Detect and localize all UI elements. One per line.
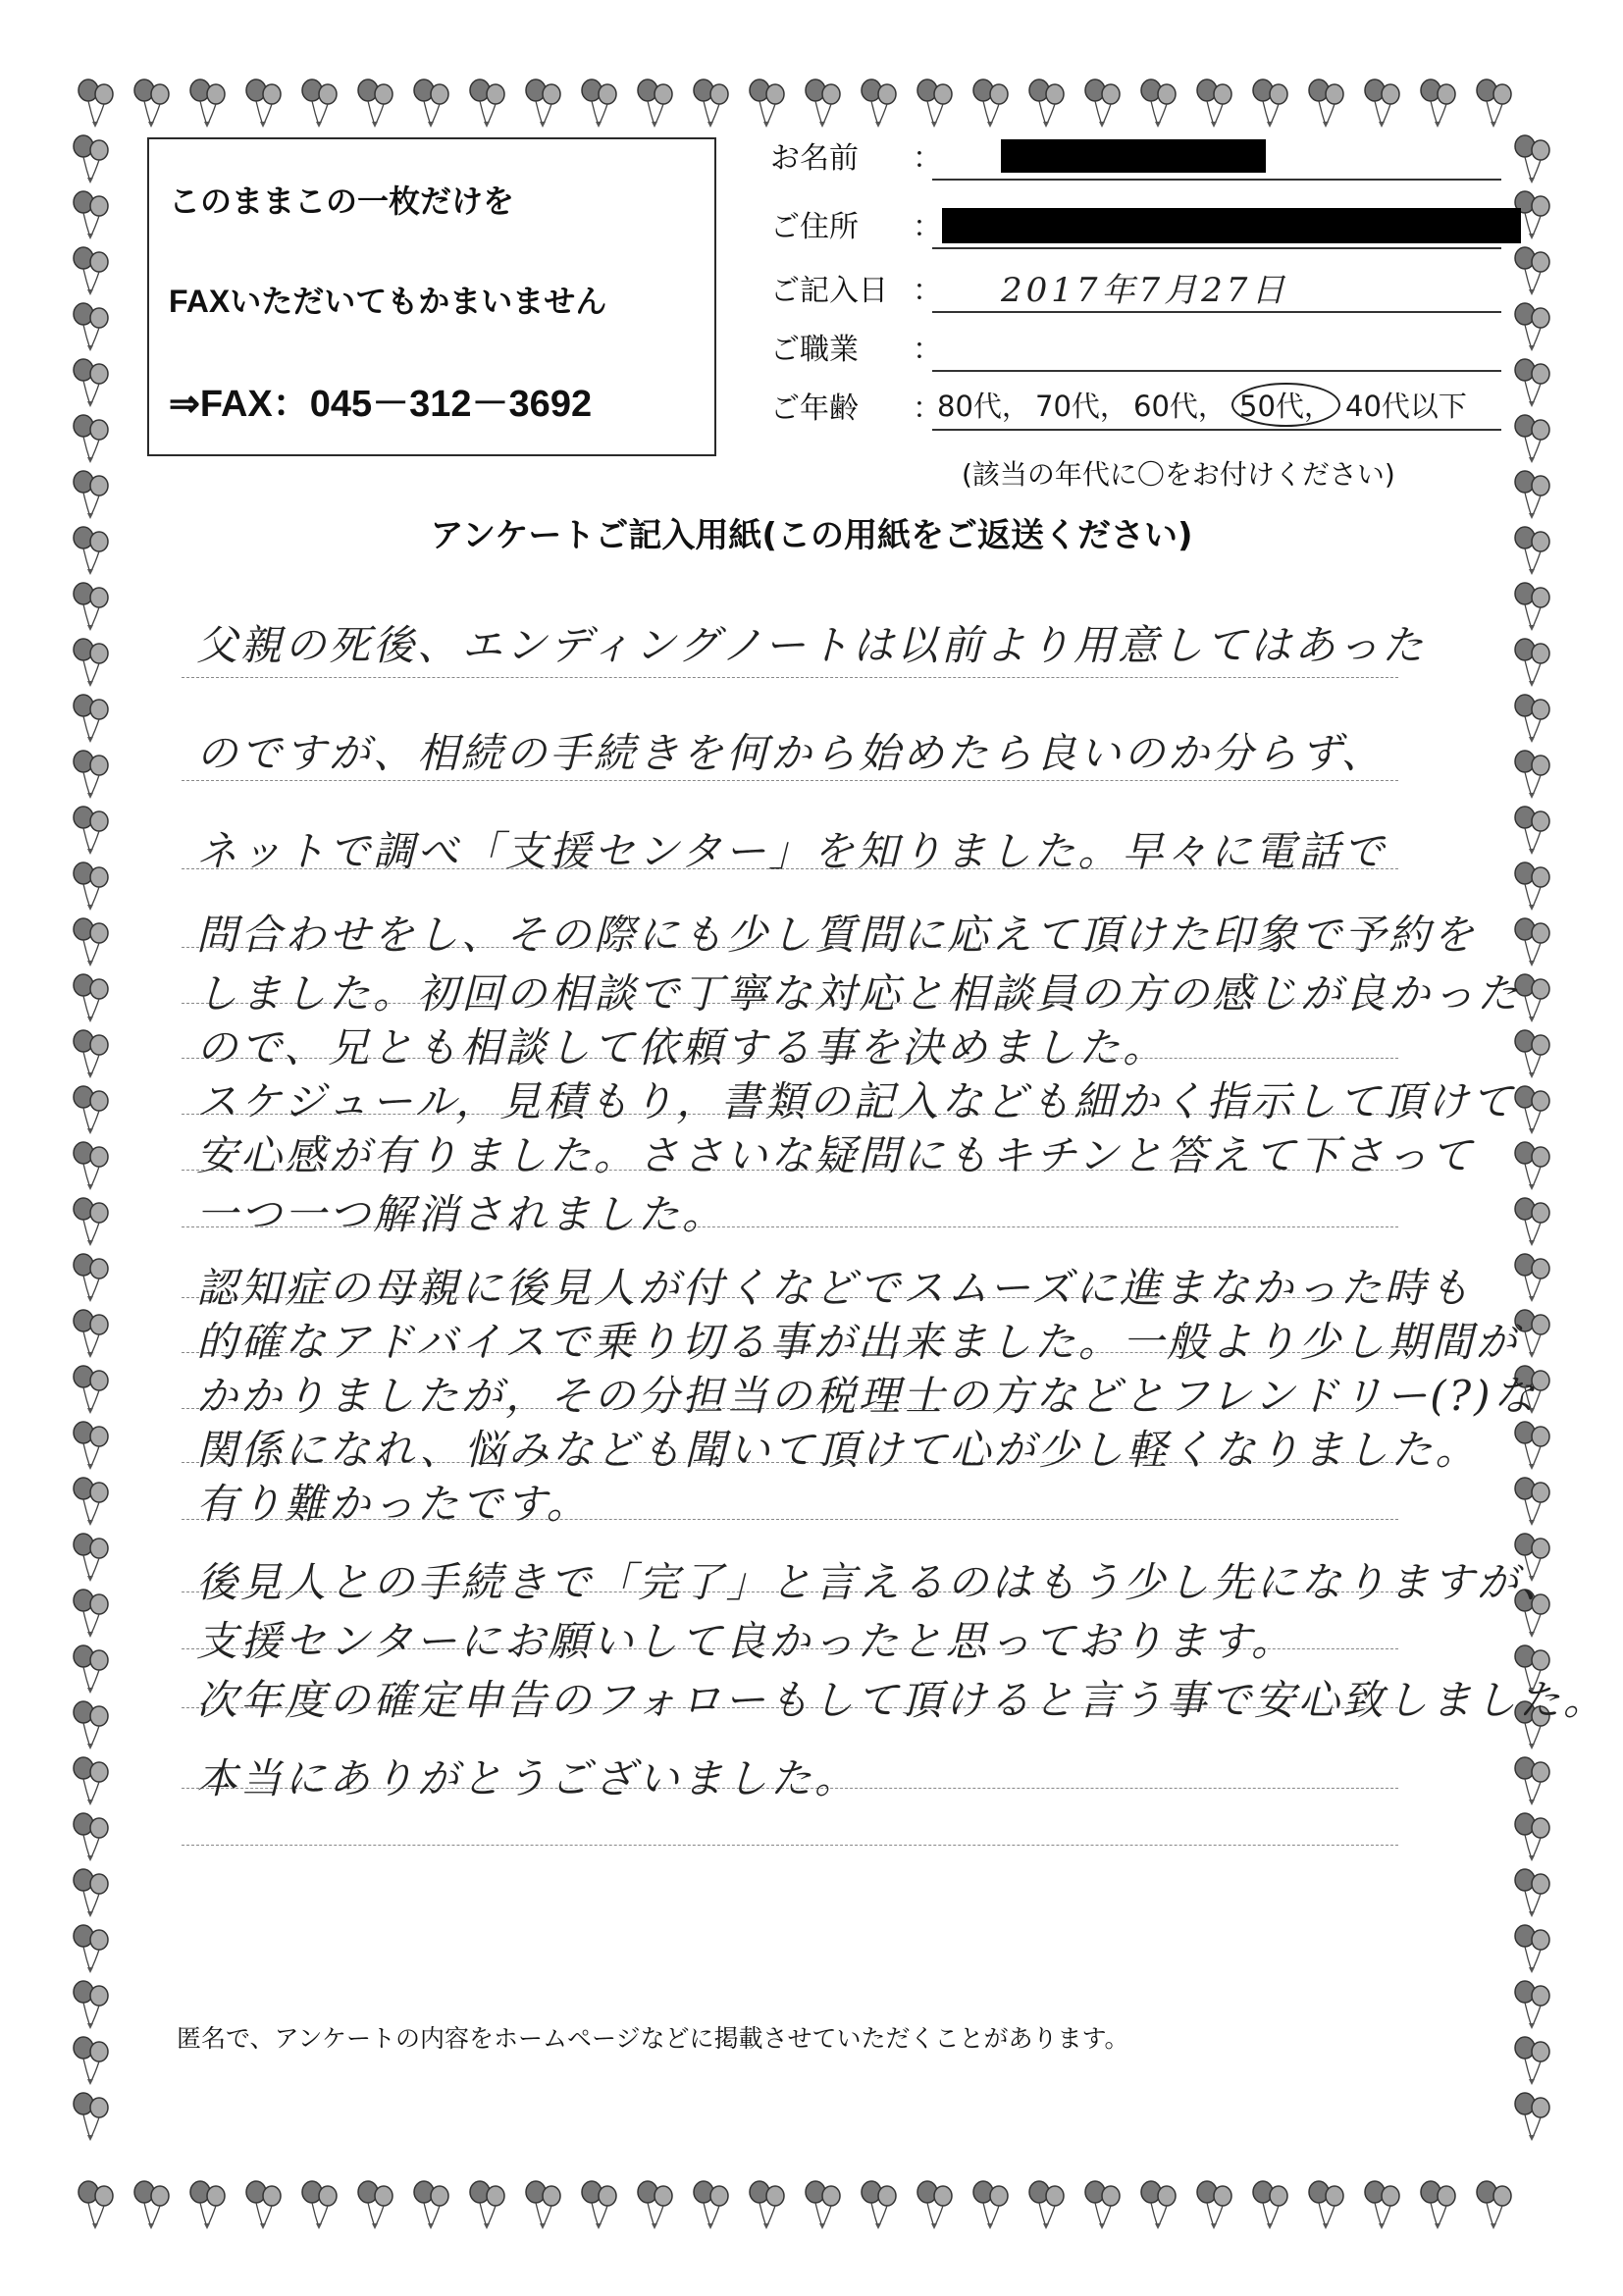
balloon-icon [1510,1754,1555,1807]
balloon-icon [69,1419,114,1472]
balloon-icon [1510,1866,1555,1919]
balloon-icon [1304,2178,1349,2231]
address-field-line [932,247,1501,249]
balloon-icon [1510,1475,1555,1528]
balloon-icon [69,1922,114,1975]
job-field-line [932,370,1501,372]
balloon-icon [69,1587,114,1640]
handwritten-line: 後見人との手続きで「完了」と言えるのはもう少し先になりますが、 [196,1558,1566,1606]
balloon-icon [69,636,114,689]
balloon-icon [1510,2090,1555,2143]
balloon-icon [1510,748,1555,801]
balloon-icon [241,77,287,130]
handwritten-line: かかりましたが，その分担当の税理士の方などとフレンドリー(?)な [196,1372,1538,1420]
date-value: 2017年7月27日 [1001,271,1289,310]
handwritten-line: 次年度の確定申告のフォローもして頂けると言う事で安心致しました。 [196,1676,1607,1724]
balloon-icon [241,2178,287,2231]
balloon-icon [1510,412,1555,465]
address-colon: ： [913,210,942,244]
balloon-icon [297,2178,342,2231]
survey-title: アンケートご記入用紙(この用紙をご返送ください) [430,516,1193,555]
age-label: ご年齢 [770,391,859,426]
balloon-icon [130,2178,175,2231]
balloon-icon [69,971,114,1024]
balloon-icon [465,77,510,130]
balloon-icon [465,2178,510,2231]
age-note: (該当の年代に〇をお付けください) [962,458,1395,491]
balloon-icon [1080,77,1126,130]
balloon-icon [69,860,114,913]
handwritten-line: 関係になれ、悩みなども聞いて頂けて心が少し軽くなりました。 [196,1426,1480,1474]
handwritten-line: スケジュール，見積もり，書類の記入なども細かく指示して頂けて [196,1077,1516,1125]
job-colon: ： [913,333,942,367]
balloon-icon [69,1083,114,1136]
balloon-icon [1304,77,1349,130]
balloon-icon [1510,1251,1555,1304]
balloon-icon [1416,77,1461,130]
balloon-icon [745,2178,790,2231]
address-row [770,206,1501,255]
balloon-icon [1136,77,1181,130]
balloon-icon [1472,77,1517,130]
balloon-icon [801,2178,846,2231]
handwritten-line: 本当にありがとうございました。 [196,1754,860,1802]
balloon-icon [409,2178,454,2231]
balloon-icon [69,188,114,241]
balloon-icon [1024,2178,1070,2231]
handwritten-line: 父親の死後、エンディングノートは以前より用意してはあった [196,621,1427,669]
fax-instruction-line1: このままこの一枚だけを [169,183,515,219]
name-colon: ： [913,141,942,176]
balloon-icon [1080,2178,1126,2231]
balloon-icon [1510,132,1555,185]
balloon-icon [577,2178,622,2231]
balloon-icon [297,77,342,130]
handwritten-line: 問合わせをし、その際にも少し質問に応えて頂けた印象で予約を [196,911,1478,959]
job-row [770,329,1501,378]
balloon-icon [857,2178,902,2231]
redacted-name [1001,139,1266,173]
balloon-icon [1510,356,1555,409]
balloon-icon [69,2090,114,2143]
ruled-line [182,677,1398,678]
balloon-icon [689,77,734,130]
balloon-icon [969,2178,1014,2231]
balloon-icon [69,1531,114,1584]
age-colon: ： [913,391,942,426]
job-label: ご職業 [770,333,859,367]
balloon-icon [69,132,114,185]
balloon-icon [69,244,114,297]
balloon-icon [1510,1810,1555,1863]
balloon-icon [1192,2178,1237,2231]
balloon-icon [69,1027,114,1080]
balloon-icon [1510,1419,1555,1472]
fax-info-box [147,137,716,456]
balloon-icon [69,748,114,801]
handwritten-line: ネットで調べ「支援センター」を知りました。早々に電話で [196,827,1387,875]
ruled-line [182,1845,1398,1846]
balloon-icon [69,1978,114,2031]
balloon-icon [1510,636,1555,689]
balloon-icon [1510,1922,1555,1975]
balloon-icon [1510,300,1555,353]
balloon-icon [185,2178,231,2231]
balloon-icon [913,2178,958,2231]
balloon-icon [1510,2034,1555,2087]
balloon-icon [130,77,175,130]
date-field-line [932,311,1501,313]
balloon-icon [1248,2178,1293,2231]
balloon-icon [69,692,114,745]
balloon-icon [745,77,790,130]
balloon-icon [521,77,566,130]
handwritten-line: 一つ一つ解消されました。 [196,1190,727,1238]
handwritten-line: 支援センターにお願いして良かったと思っております。 [196,1617,1295,1665]
balloon-icon [633,77,678,130]
balloon-icon [1510,1139,1555,1192]
age-option-60: 60代， [1133,390,1227,423]
balloon-icon [69,1754,114,1807]
balloon-icon [69,1307,114,1360]
balloon-icon [69,1475,114,1528]
date-row [770,270,1501,319]
balloon-icon [69,915,114,968]
balloon-icon [69,1251,114,1304]
balloon-icon [69,412,114,465]
balloon-icon [353,2178,398,2231]
age-row [770,388,1501,437]
age-option-70: 70代， [1035,390,1128,423]
handwritten-line: しました。初回の相談で丁寧な対応と相談員の方の感じが良かった [196,969,1522,1018]
balloon-icon [185,77,231,130]
balloon-icon [69,2034,114,2087]
balloon-icon [69,1866,114,1919]
balloon-icon [1472,2178,1517,2231]
age-option-40-under: 40代以下 [1345,390,1467,423]
age-options [937,383,1467,427]
handwritten-line: 有り難かったです。 [196,1480,591,1528]
age-option-50-circled: 50代， [1231,383,1340,427]
balloon-icon [969,77,1014,130]
balloon-icon [1510,692,1555,745]
age-field-line [932,429,1501,431]
balloon-icon [69,580,114,633]
balloon-icon [69,300,114,353]
name-field-line [932,179,1501,181]
balloon-icon [1510,1978,1555,2031]
balloon-icon [1024,77,1070,130]
footer-note: 匿名で、アンケートの内容をホームページなどに掲載させていただくことがあります。 [177,2024,1129,2053]
address-label: ご住所 [770,210,859,244]
handwritten-line: 的確なアドバイスで乗り切る事が出来ました。一般より少し期間が [196,1318,1520,1366]
balloon-icon [69,1810,114,1863]
balloon-icon [1248,77,1293,130]
balloon-icon [1510,1027,1555,1080]
name-row [770,137,1501,186]
fax-instruction-line2: FAXいただいてもかまいません [169,284,607,319]
balloon-icon [409,77,454,130]
balloon-icon [69,1195,114,1248]
balloon-icon [801,77,846,130]
date-colon: ： [913,274,942,308]
balloon-icon [1510,915,1555,968]
balloon-icon [69,1363,114,1416]
balloon-icon [1192,77,1237,130]
balloon-icon [69,356,114,409]
balloon-icon [1510,804,1555,857]
balloon-icon [521,2178,566,2231]
balloon-icon [69,804,114,857]
name-label: お名前 [770,141,859,176]
handwritten-line: ので、兄とも相談して依頼する事を決めました。 [196,1023,1168,1071]
balloon-icon [1510,860,1555,913]
balloon-icon [857,77,902,130]
balloon-icon [1510,1195,1555,1248]
handwritten-line: 安心感が有りました。ささいな疑問にもキチンと答えて下さって [196,1131,1475,1179]
redacted-address [942,208,1521,243]
handwritten-line: のですが、相続の手続きを何から始めたら良いのか分らず、 [196,729,1386,777]
balloon-icon [577,77,622,130]
age-option-80: 80代， [937,390,1030,423]
balloon-icon [689,2178,734,2231]
balloon-icon [913,77,958,130]
balloon-icon [1360,77,1405,130]
balloon-icon [1360,2178,1405,2231]
balloon-icon [1510,1083,1555,1136]
balloon-icon [1416,2178,1461,2231]
balloon-icon [1136,2178,1181,2231]
fax-number: ⇒FAX：045－312－3692 [169,384,593,425]
balloon-icon [69,1643,114,1696]
balloon-icon [69,1698,114,1751]
date-label: ご記入日 [770,274,888,308]
handwritten-line: 認知症の母親に後見人が付くなどでスムーズに進まなかった時も [196,1264,1473,1312]
balloon-icon [1510,580,1555,633]
balloon-icon [353,77,398,130]
balloon-icon [633,2178,678,2231]
balloon-icon [74,77,119,130]
balloon-icon [1510,244,1555,297]
balloon-icon [74,2178,119,2231]
ruled-line [182,780,1398,781]
balloon-icon [69,1139,114,1192]
